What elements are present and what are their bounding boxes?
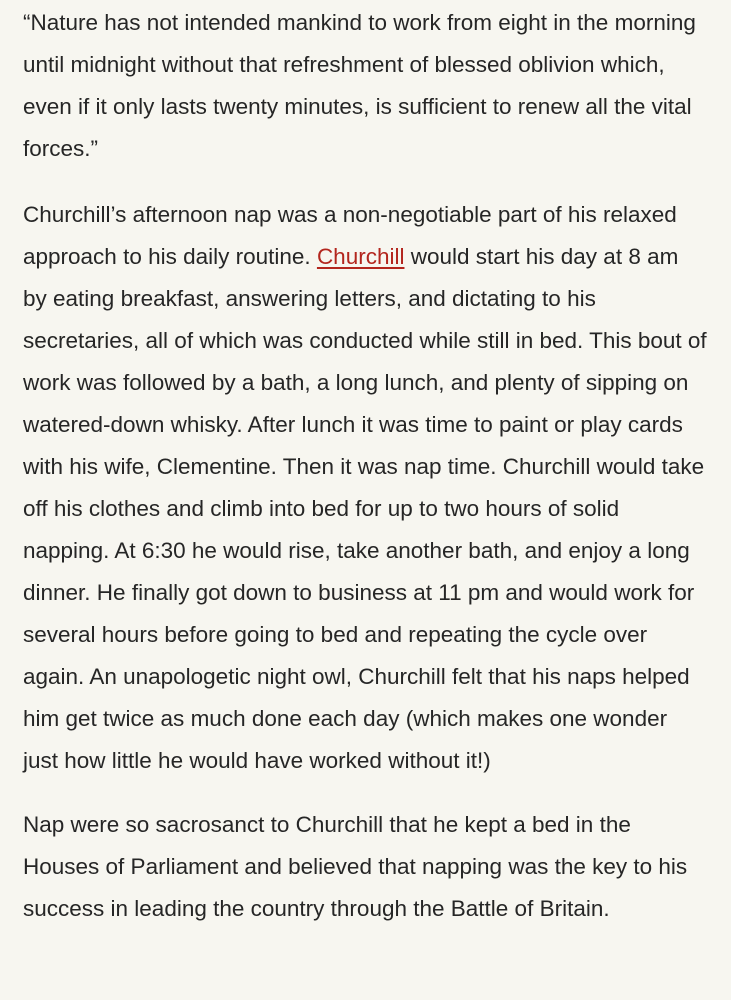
churchill-link[interactable]: Churchill — [316, 244, 405, 269]
parliament-bed-paragraph: Nap were so sacrosanct to Churchill that he kept a bed in the Houses of Parliament and believed that napping was the key to his success in leading the country through the Battle of Britain. — [23, 812, 688, 921]
paragraph-text-routine: would start his day at 8 am by eating breakfast, answering letters, and dictating to his secretaries, all of which was conducted while still in bed. This bout of work was followed by a bath, a long lunch, and plenty of sipping on watered-down whisky. After lunch it was time to paint or play cards with his wife, Clementine. Then it was nap time. Churchill would take off his clothes and climb into bed for up to two hours of solid napping. At 6:30 he would rise, take another bath, and enjoy a long dinner. He finally got down to business at 11 pm and would work for several hours before going to bed and repeating the cycle over again. An unapologetic night owl, Churchill felt that his naps helped him get twice as much done each day (which makes one wonder just how little he would have worked without it!) — [23, 244, 707, 773]
churchill-quote: “Nature has not intended mankind to work from eight in the morning until midnight without that refreshment of blessed oblivion which, even if it only lasts twenty minutes, is sufficient to renew all the vital forces.” — [23, 10, 696, 161]
daily-routine-paragraph — [23, 194, 707, 782]
paragraph-text-intro: Churchill’s afternoon nap was a non-negotiable part of his relaxed approach to his daily routine. — [23, 202, 677, 269]
